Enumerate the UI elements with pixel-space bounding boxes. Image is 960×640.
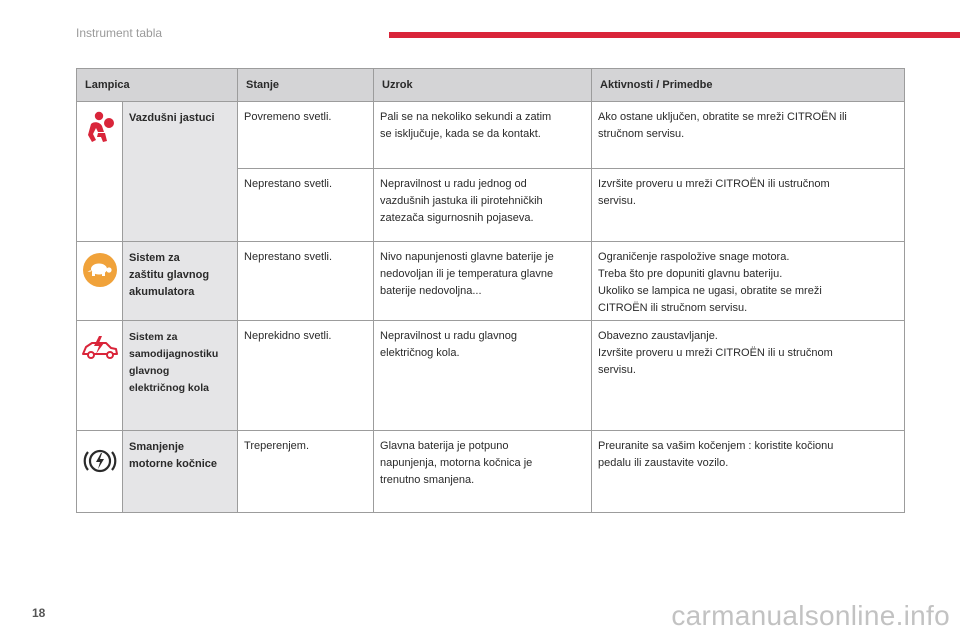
cause-line: električnog kola. bbox=[380, 347, 460, 359]
table-row bbox=[77, 102, 905, 169]
action-line: Ako ostane uključen, obratite se mreži CITROËN ili bbox=[598, 111, 847, 123]
turtle-battery-protection-icon bbox=[77, 252, 122, 288]
cause-cell bbox=[374, 431, 592, 513]
column-header-cause: Uzrok bbox=[374, 69, 592, 102]
state-cell bbox=[238, 242, 374, 321]
cause-line: Pali se na nekoliko sekundi a zatim bbox=[380, 111, 552, 123]
lamp-name bbox=[123, 242, 238, 321]
state-text: Povremeno svetli. bbox=[244, 111, 332, 123]
lamp-name-line: Smanjenje bbox=[129, 441, 185, 453]
state-text: Treperenjem. bbox=[244, 440, 310, 452]
action-line: Ograničenje raspoložive snage motora. bbox=[598, 251, 790, 263]
lamp-name-airbags: Vazdušni jastuci bbox=[129, 112, 215, 124]
action-line: stručnom servisu. bbox=[598, 128, 685, 140]
cause-cell bbox=[374, 169, 592, 242]
action-cell bbox=[592, 431, 905, 513]
lamp-name-line: glavnog bbox=[129, 365, 170, 377]
regenerative-brake-warning-icon bbox=[77, 445, 122, 477]
action-cell bbox=[592, 169, 905, 242]
action-cell bbox=[592, 102, 905, 169]
state-cell bbox=[238, 431, 374, 513]
action-line: Preuranite sa vašim kočenjem : koristite kočionu bbox=[598, 440, 834, 452]
action-line: CITROËN ili stručnom servisu. bbox=[598, 302, 748, 314]
lamp-name-line: zaštitu glavnog bbox=[129, 269, 210, 281]
action-line: Izvršite proveru u mreži CITROËN ili u stručnom bbox=[598, 347, 833, 359]
column-header-state: Stanje bbox=[238, 69, 374, 102]
cause-line: baterije nedovoljna... bbox=[380, 285, 482, 297]
action-line: Ukoliko se lampica ne ugasi, obratite se mreži bbox=[598, 285, 822, 297]
table-row bbox=[77, 431, 905, 513]
action-cell bbox=[592, 242, 905, 321]
car-electrical-fault-icon bbox=[77, 333, 122, 365]
action-cell bbox=[592, 321, 905, 431]
lamp-name-line: samodijagnostiku bbox=[129, 348, 219, 360]
lamp-name-line: motorne kočnice bbox=[129, 458, 218, 470]
lamp-icon-cell bbox=[77, 242, 123, 321]
state-text: Neprestano svetli. bbox=[244, 178, 333, 190]
action-line: pedalu ili zaustavite vozilo. bbox=[598, 457, 729, 469]
cause-line: se isključuje, kada se da kontakt. bbox=[380, 128, 541, 140]
cause-line: Nivo napunjenosti glavne baterije je bbox=[380, 251, 554, 263]
lamp-icon-cell bbox=[77, 102, 123, 242]
cause-line: trenutno smanjena. bbox=[380, 474, 475, 486]
column-header-lamp: Lampica bbox=[77, 69, 238, 102]
state-text: Neprekidno svetli. bbox=[244, 330, 332, 342]
cause-line: vazdušnih jastuka ili pirotehničkih bbox=[380, 195, 543, 207]
cause-line: Nepravilnost u radu jednog od bbox=[380, 178, 527, 190]
cause-line: napunjenja, motorna kočnica je bbox=[380, 457, 533, 469]
section-title: Instrument tabla bbox=[76, 26, 163, 40]
action-line: servisu. bbox=[598, 195, 636, 207]
lamp-name-line: Sistem za bbox=[129, 252, 180, 264]
state-cell bbox=[238, 169, 374, 242]
table-header-row bbox=[77, 69, 905, 102]
lamp-name-line: akumulatora bbox=[129, 286, 195, 298]
airbag-warning-icon bbox=[77, 110, 122, 146]
state-cell bbox=[238, 321, 374, 431]
state-text: Neprestano svetli. bbox=[244, 251, 333, 263]
cause-line: Glavna baterija je potpuno bbox=[380, 440, 509, 452]
cause-cell bbox=[374, 242, 592, 321]
action-line: Izvršite proveru u mreži CITROËN ili ustručnom bbox=[598, 178, 830, 190]
lamp-icon-cell bbox=[77, 321, 123, 431]
cause-line: Nepravilnost u radu glavnog bbox=[380, 330, 517, 342]
lamp-icon-cell bbox=[77, 431, 123, 513]
cause-line: zatezača sigurnosnih pojaseva. bbox=[380, 212, 534, 224]
lamp-name bbox=[123, 321, 238, 431]
watermark: carmanualsonline.info bbox=[671, 600, 950, 631]
table-row bbox=[77, 321, 905, 431]
lamp-name bbox=[123, 102, 238, 242]
table-row bbox=[77, 242, 905, 321]
state-cell bbox=[238, 102, 374, 169]
column-header-action: Aktivnosti / Primedbe bbox=[592, 69, 905, 102]
warning-lamps-table bbox=[76, 68, 905, 513]
action-line: Treba što pre dopuniti glavnu bateriju. bbox=[598, 268, 783, 280]
header-accent-bar bbox=[389, 32, 960, 38]
page-number: 18 bbox=[32, 606, 46, 620]
lamp-name-line: električnog kola bbox=[129, 382, 209, 394]
action-line: servisu. bbox=[598, 364, 636, 376]
cause-line: nedovoljan ili je temperatura glavne bbox=[380, 268, 554, 280]
lamp-name bbox=[123, 431, 238, 513]
cause-cell bbox=[374, 102, 592, 169]
cause-cell bbox=[374, 321, 592, 431]
action-line: Obavezno zaustavljanje. bbox=[598, 330, 718, 342]
lamp-name-line: Sistem za bbox=[129, 331, 178, 343]
